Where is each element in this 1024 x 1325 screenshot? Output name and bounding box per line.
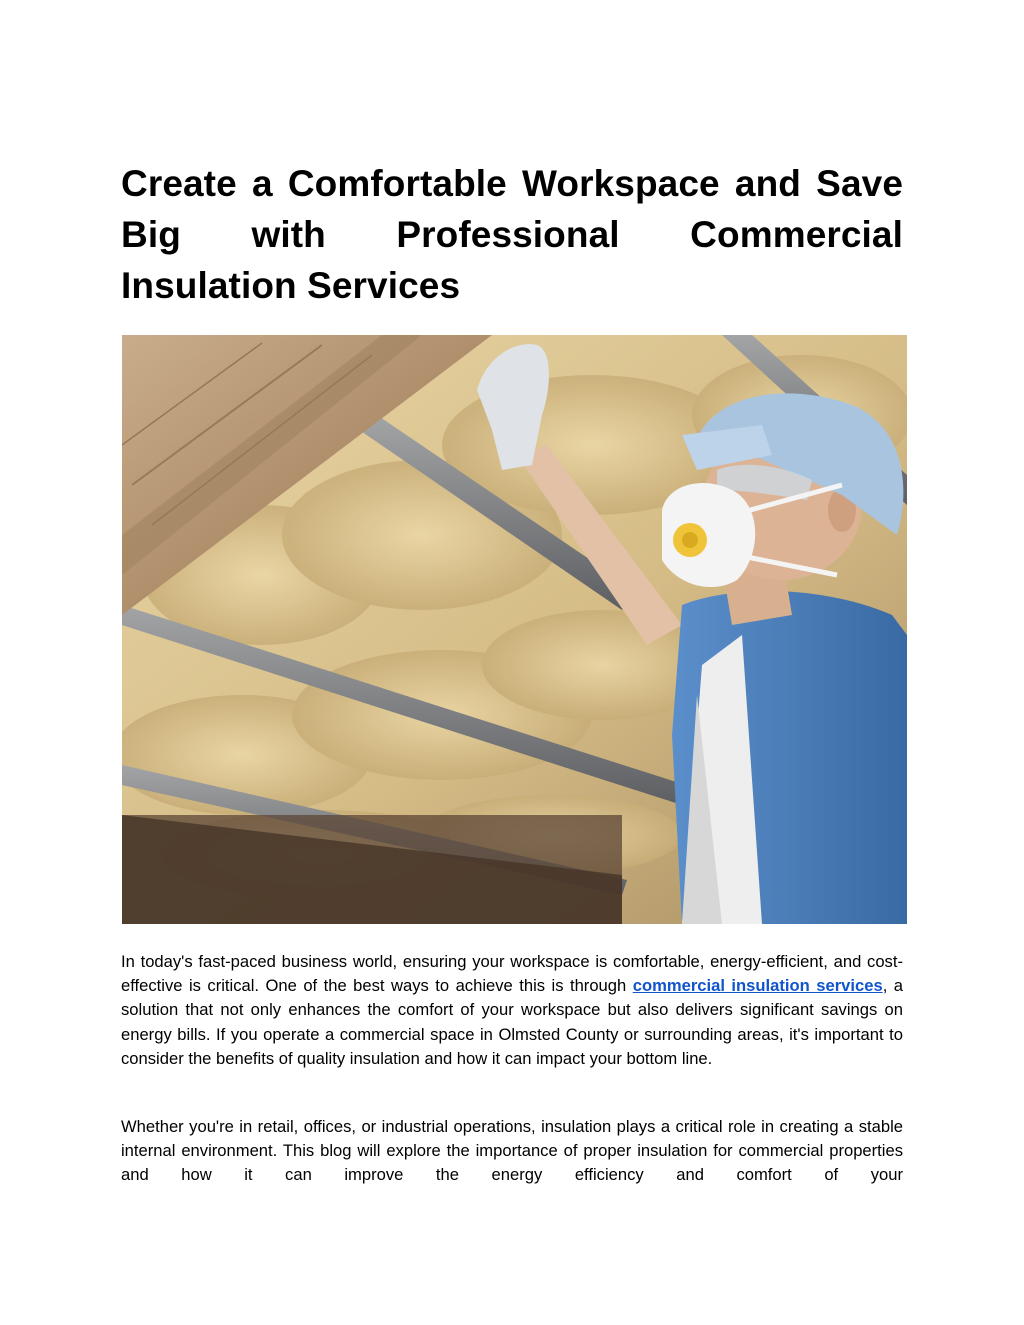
intro-text-before-link: In today's fast-paced business world, ensuring your workspace is comfortable, energy-efficient, and cost-effective is critical. One of the best ways to achieve this is through <box>121 952 903 996</box>
page-title: Create a Comfortable Workspace and Save Big with Professional Commercial Insulation Services <box>121 163 903 306</box>
hero-illustration <box>122 335 907 924</box>
intro-text-after-link: , a solution that not only enhances the comfort of your workspace but also delivers significant savings on energy bills. If you operate a commercial space in Olmsted County or surrounding areas, it's important to consider the benefits of quality insulation and how it can impact your bottom line. <box>121 976 903 1068</box>
hero-image-insulation-worker <box>122 335 907 924</box>
intro-paragraph <box>121 950 903 1071</box>
second-paragraph: Whether you're in retail, offices, or industrial operations, insulation plays a critical role in creating a stable internal environment. This blog will explore the importance of proper insulation for commercial properties and how it can improve the energy efficiency and comfort of your <box>121 1117 903 1185</box>
commercial-insulation-services-link[interactable]: commercial insulation services <box>632 976 883 996</box>
